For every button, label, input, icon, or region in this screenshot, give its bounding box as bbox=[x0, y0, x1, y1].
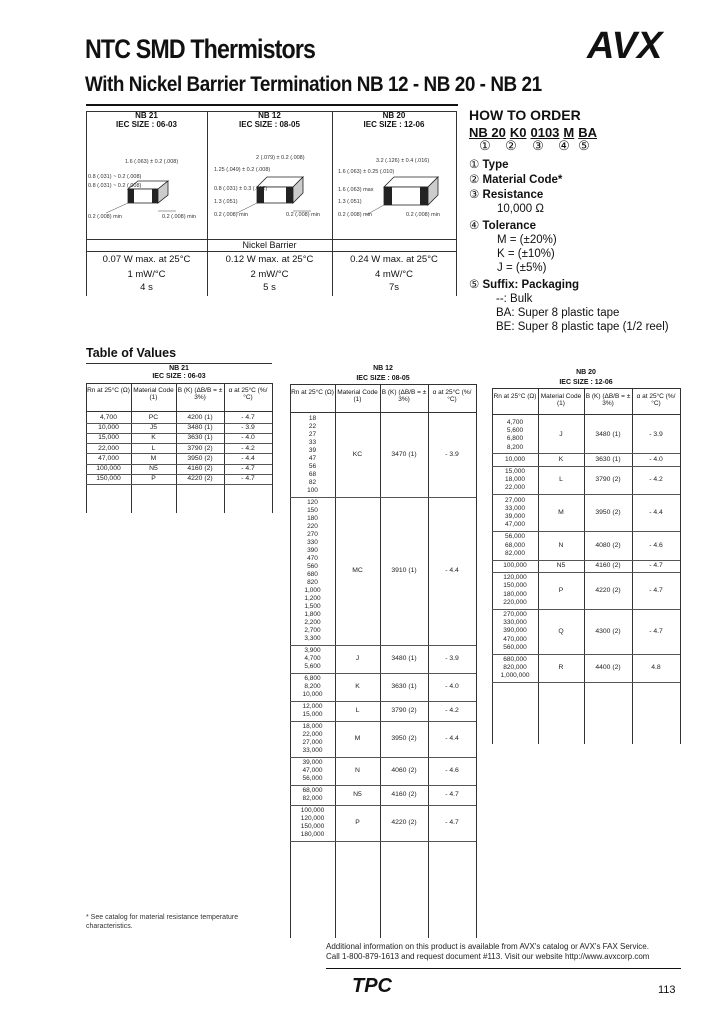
table-cell-alpha: - 4.7 bbox=[445, 791, 459, 798]
table-cell-rn: 180 bbox=[307, 515, 318, 522]
col-header-b: B (K) (ΔB/B = ± 3%) bbox=[585, 393, 631, 407]
table-cell-rn: 39 bbox=[308, 447, 317, 454]
table-cell-rn: 270,000 bbox=[503, 611, 527, 618]
table-cell-alpha: - 4.0 bbox=[649, 455, 663, 463]
code-part-suffix: BA bbox=[578, 125, 598, 140]
table-cell-rn: 180,000 bbox=[300, 831, 325, 838]
table-cell-rn: 47,000 bbox=[98, 454, 119, 462]
code-part-tolerance: M bbox=[563, 125, 575, 140]
table-cell-b: 3480 (1) bbox=[391, 655, 417, 662]
table-cell-rn: 470 bbox=[307, 555, 318, 562]
nb20-dim: 3.2 (.126) ± 0.4 (.016) bbox=[376, 158, 430, 164]
table-cell-alpha: - 4.7 bbox=[649, 562, 663, 570]
table-cell-rn: 220 bbox=[307, 523, 318, 530]
spec-col-name: NB 21 bbox=[135, 111, 158, 120]
how-to-order bbox=[469, 107, 709, 334]
tolerance-option: J = (±5%) bbox=[497, 262, 547, 274]
table-of-values-heading: Table of Values bbox=[86, 346, 177, 360]
footer-line: Additional information on this product is available from AVX's catalog or AVX's FAX Service. bbox=[326, 942, 649, 951]
table-cell-b: 3630 (1) bbox=[391, 683, 417, 690]
footer-rule bbox=[326, 968, 681, 969]
table-cell-alpha: - 4.7 bbox=[445, 819, 459, 826]
nb12-dim: 1.25 (.049) ± 0.2 (.008) bbox=[214, 167, 271, 173]
table-cell-rn: 820,000 bbox=[503, 664, 527, 672]
table-cell-b: 4160 (2) bbox=[391, 791, 417, 798]
table-cell-alpha: - 3.9 bbox=[649, 431, 663, 439]
table-cell-rn: 33 bbox=[308, 439, 317, 446]
table-cell-rn: 18,000 bbox=[505, 476, 525, 484]
table-cell-material: N bbox=[355, 767, 360, 774]
table-iec: IEC SIZE : 08-05 bbox=[356, 375, 410, 382]
table-cell-rn: 4,700 bbox=[506, 419, 524, 426]
nb12-power: 0.12 W max. at 25°C bbox=[225, 254, 314, 265]
table-cell-rn: 100,000 bbox=[503, 562, 527, 569]
table-cell-rn: 39,000 bbox=[302, 759, 323, 766]
order-item-type bbox=[469, 158, 709, 172]
table-cell-material: P bbox=[151, 475, 156, 483]
table-cell-rn: 330 bbox=[307, 539, 318, 546]
table-cell-material: J bbox=[355, 655, 360, 662]
table-cell-rn: 680 bbox=[307, 571, 318, 578]
table-cell-rn: 100,000 bbox=[96, 465, 121, 472]
order-item-material bbox=[469, 173, 709, 187]
table-cell-rn: 1,200 bbox=[304, 595, 321, 602]
table-cell-rn: 56,000 bbox=[302, 775, 323, 782]
col-header-material: Material Code (1) bbox=[540, 393, 582, 407]
nb21-dim: 0.2 (.008) min bbox=[162, 214, 196, 220]
row-divider bbox=[492, 494, 680, 495]
spec-col-iec: IEC SIZE : 06-03 bbox=[116, 120, 177, 129]
nb21-time: 4 s bbox=[140, 282, 153, 293]
table-cell-alpha: - 4.4 bbox=[649, 509, 663, 516]
item-num: ② bbox=[469, 174, 480, 186]
item-label: Resistance bbox=[482, 189, 544, 201]
table-cell-rn: 82,000 bbox=[505, 549, 525, 557]
table-cell-rn: 56 bbox=[308, 463, 317, 470]
table-cell-rn: 27 bbox=[308, 431, 317, 438]
table-cell-alpha: - 4.4 bbox=[445, 567, 459, 574]
nb20-values-table bbox=[492, 369, 680, 744]
col-header-material: Material Code (1) bbox=[133, 387, 174, 401]
table-iec: IEC SIZE : 06-03 bbox=[152, 373, 206, 380]
nickel-barrier-label: Nickel Barrier bbox=[242, 240, 297, 250]
table-cell-rn: 2,200 bbox=[304, 619, 321, 626]
table-cell-alpha: - 4.6 bbox=[445, 767, 459, 774]
spec-col-iec: IEC SIZE : 12-06 bbox=[363, 120, 425, 129]
table-cell-material: J5 bbox=[149, 424, 158, 432]
table-cell-rn: 1,500 bbox=[304, 603, 321, 610]
table-cell-rn: 820 bbox=[307, 579, 318, 586]
code-part-material: K0 bbox=[509, 125, 527, 140]
table-cell-b: 3950 (2) bbox=[391, 735, 417, 742]
nb12-dim: 0.8 (.031) ± 0.3 (.012) bbox=[214, 186, 268, 192]
table-cell-rn: 150 bbox=[307, 507, 318, 514]
row-divider bbox=[492, 466, 680, 467]
table-cell-rn: 10,000 bbox=[302, 691, 323, 698]
nb12-dim: 2 (.079) ± 0.2 (.008) bbox=[256, 155, 305, 161]
table-cell-alpha: - 4.7 bbox=[241, 475, 255, 483]
nb21-values-table bbox=[86, 363, 272, 513]
table-cell-material: N bbox=[558, 541, 564, 549]
table-cell-rn: 5,600 bbox=[506, 427, 524, 435]
table-cell-rn: 68 bbox=[308, 471, 317, 478]
table-cell-b: 3910 (1) bbox=[391, 567, 417, 574]
footnote: * See catalog for material resistance temperature characteristics. bbox=[86, 914, 239, 930]
nb20-dim: 0.2 (.008) min bbox=[406, 212, 440, 218]
tolerance-option: M = (±20%) bbox=[497, 234, 557, 246]
table-cell-alpha: - 4.0 bbox=[241, 434, 255, 442]
table-cell-rn: 150,000 bbox=[300, 823, 325, 830]
table-cell-rn: 270 bbox=[307, 531, 318, 538]
table-cell-material: K bbox=[151, 434, 156, 442]
table-cell-alpha: - 3.9 bbox=[241, 424, 255, 432]
nb20-dim: 0.2 (.008) min bbox=[338, 212, 372, 218]
table-cell-rn: 680,000 bbox=[503, 656, 527, 663]
item-num: ① bbox=[469, 159, 480, 171]
table-cell-rn: 27,000 bbox=[505, 496, 525, 504]
table-cell-rn: 18,000 bbox=[302, 723, 323, 730]
row-divider bbox=[290, 841, 476, 842]
table-cell-rn: 10,000 bbox=[98, 424, 119, 432]
table-cell-material: M bbox=[150, 454, 157, 462]
table-cell-rn: 180,000 bbox=[503, 590, 527, 598]
table-cell-rn: 33,000 bbox=[505, 504, 525, 512]
table-cell-rn: 56,000 bbox=[505, 533, 525, 541]
nb20-time: 7s bbox=[388, 282, 400, 293]
table-cell-rn: 100,000 bbox=[300, 807, 325, 814]
row-divider bbox=[290, 805, 476, 806]
footer-line: Call 1-800-879-1613 and request document #113. Visit our website http://www.avxcorp.com bbox=[326, 952, 650, 961]
table-cell-alpha: - 4.4 bbox=[241, 454, 255, 462]
order-item-suffix bbox=[469, 278, 709, 292]
page-title: NTC SMD Thermistors bbox=[85, 34, 316, 64]
code-num: ④ bbox=[558, 138, 570, 153]
table-iec: IEC SIZE : 12-06 bbox=[559, 379, 613, 386]
table-cell-rn: 120,000 bbox=[300, 815, 325, 822]
nb20-dim: 1.6 (.063) ± 0.25 (.010) bbox=[338, 169, 395, 175]
nb12-dim: 1.3 (.051) bbox=[214, 199, 238, 205]
table-cell-b: 3630 (1) bbox=[595, 455, 621, 463]
table-cell-rn: 4,700 bbox=[99, 414, 117, 421]
col-header-rn: Rn at 25°C (Ω) bbox=[87, 387, 130, 394]
nb21-dim: 0.8 (.031) ~ 0.2 (.008) bbox=[88, 174, 142, 180]
table-cell-rn: 4,700 bbox=[304, 655, 321, 662]
table-cell-rn: 6,800 bbox=[506, 435, 524, 443]
nb20-power: 0.24 W max. at 25°C bbox=[350, 254, 438, 265]
nb20-dissipation: 4 mW/°C bbox=[374, 269, 414, 280]
tpc-logo bbox=[350, 973, 418, 995]
table-cell-material: K bbox=[558, 455, 564, 463]
table-cell-b: 3790 (2) bbox=[391, 707, 417, 714]
order-item-tolerance bbox=[469, 219, 709, 233]
row-divider bbox=[492, 682, 680, 683]
table-cell-rn: 150,000 bbox=[503, 582, 527, 590]
footer-info bbox=[326, 942, 649, 962]
col-header-alpha: α at 25°C (%/°C) bbox=[228, 387, 268, 401]
row-divider bbox=[290, 673, 476, 674]
table-cell-alpha: - 4.2 bbox=[445, 707, 459, 714]
table-cell-rn: 22,000 bbox=[302, 731, 323, 738]
spec-table bbox=[86, 111, 456, 296]
table-cell-b: 4200 (1) bbox=[187, 414, 213, 421]
page-number: 113 bbox=[658, 984, 676, 996]
table-cell-material: N5 bbox=[353, 791, 362, 798]
table-cell-material: MC bbox=[352, 567, 363, 574]
table-cell-material: L bbox=[355, 707, 360, 714]
table-cell-material: N5 bbox=[149, 465, 158, 472]
table-cell-b: 4400 (2) bbox=[595, 664, 621, 672]
table-cell-alpha: - 4.4 bbox=[445, 735, 459, 742]
table-cell-alpha: 4.8 bbox=[651, 664, 661, 672]
table-cell-b: 4220 (2) bbox=[187, 475, 213, 483]
item-label: Tolerance bbox=[482, 220, 536, 232]
col-header-alpha: α at 25°C (%/°C) bbox=[636, 393, 676, 407]
table-cell-b: 4060 (2) bbox=[391, 767, 417, 774]
code-num: ① bbox=[479, 138, 491, 153]
table-cell-rn: 68,000 bbox=[505, 541, 525, 549]
table-cell-b: 3480 (1) bbox=[595, 431, 621, 439]
item-num: ④ bbox=[469, 220, 480, 232]
table-cell-rn: 3,300 bbox=[304, 635, 321, 642]
item-label: Material Code* bbox=[482, 174, 563, 186]
nb12-values-table bbox=[290, 363, 476, 938]
nb12-dim: 0.2 (.008) min bbox=[214, 212, 248, 218]
spec-col-name: NB 20 bbox=[382, 111, 406, 120]
table-cell-alpha: - 4.6 bbox=[649, 541, 663, 549]
table-cell-alpha: - 3.9 bbox=[445, 451, 459, 458]
table-name: NB 20 bbox=[576, 369, 596, 376]
logo-text: AVX bbox=[587, 25, 663, 64]
row-divider bbox=[492, 531, 680, 532]
table-cell-rn: 47,000 bbox=[302, 767, 323, 774]
table-cell-rn: 22 bbox=[308, 423, 317, 430]
col-header-b: B (K) (ΔB/B = ± 3%) bbox=[177, 387, 223, 401]
suffix-option: BA: Super 8 plastic tape bbox=[496, 307, 620, 319]
nb20-dim: 1.6 (.063) max bbox=[338, 187, 374, 193]
table-cell-rn: 1,000,000 bbox=[500, 672, 530, 680]
spec-col-name: NB 12 bbox=[258, 111, 281, 120]
table-cell-material: L bbox=[559, 476, 563, 484]
row-divider bbox=[290, 497, 476, 498]
table-cell-rn: 82 bbox=[308, 479, 317, 486]
nb12-dim: 0.2 (.008) min bbox=[286, 212, 320, 218]
table-cell-b: 3480 (1) bbox=[187, 424, 213, 432]
table-cell-rn: 120 bbox=[307, 499, 318, 506]
row-divider bbox=[290, 701, 476, 702]
row-divider bbox=[492, 609, 680, 610]
table-cell-b: 4160 (2) bbox=[595, 562, 621, 570]
table-cell-rn: 330,000 bbox=[503, 619, 527, 627]
order-item-resistance bbox=[469, 188, 709, 202]
nb21-dim: 0.8 (.031) ~ 0.2 (.008) bbox=[88, 183, 142, 189]
table-cell-rn: 3,900 bbox=[304, 647, 321, 654]
table-cell-alpha: - 4.7 bbox=[649, 627, 663, 635]
col-header-rn: Rn at 25°C (Ω) bbox=[291, 389, 334, 396]
table-cell-rn: 220,000 bbox=[503, 598, 527, 606]
order-code-numbers bbox=[469, 138, 709, 154]
table-cell-rn: 390,000 bbox=[503, 627, 527, 635]
table-cell-rn: 150,000 bbox=[96, 475, 121, 483]
table-cell-material: N5 bbox=[556, 562, 566, 570]
nb21-dissipation: 1 mW/°C bbox=[127, 269, 166, 280]
row-divider bbox=[492, 654, 680, 655]
spec-col-iec: IEC SIZE : 08-05 bbox=[239, 120, 300, 129]
table-cell-material: Q bbox=[558, 627, 564, 635]
table-cell-material: PC bbox=[148, 414, 159, 421]
table-cell-rn: 15,000 bbox=[505, 468, 525, 475]
suffix-option: BE: Super 8 plastic tape (1/2 reel) bbox=[496, 321, 669, 333]
item-label: Suffix: Packaging bbox=[482, 279, 580, 291]
table-cell-rn: 100 bbox=[307, 487, 318, 494]
table-cell-b: 3630 (1) bbox=[187, 434, 213, 442]
table-cell-material: L bbox=[151, 444, 156, 452]
table-cell-rn: 27,000 bbox=[302, 739, 323, 746]
table-cell-alpha: - 4.7 bbox=[241, 414, 255, 421]
table-cell-rn: 47 bbox=[308, 455, 317, 462]
table-cell-rn: 68,000 bbox=[302, 787, 323, 794]
tpc-logo-text: TPC bbox=[352, 975, 392, 995]
avx-logo bbox=[585, 24, 680, 64]
table-cell-rn: 1,800 bbox=[304, 611, 321, 618]
table-cell-b: 3950 (2) bbox=[187, 454, 213, 462]
table-cell-alpha: - 4.2 bbox=[649, 476, 663, 484]
table-name: NB 21 bbox=[169, 365, 189, 372]
nb12-dissipation: 2 mW/°C bbox=[250, 269, 289, 280]
table-cell-material: R bbox=[558, 664, 564, 672]
table-cell-alpha: - 4.7 bbox=[649, 586, 663, 594]
table-cell-rn: 8,200 bbox=[506, 443, 524, 451]
item-num: ③ bbox=[469, 189, 480, 201]
table-cell-rn: 82,000 bbox=[302, 795, 323, 802]
table-cell-rn: 470,000 bbox=[503, 635, 527, 643]
table-cell-b: 4160 (2) bbox=[187, 465, 213, 472]
col-header-alpha: α at 25°C (%/°C) bbox=[432, 389, 472, 403]
table-cell-rn: 10,000 bbox=[505, 455, 525, 463]
table-cell-rn: 22,000 bbox=[505, 484, 525, 492]
table-cell-rn: 22,000 bbox=[98, 444, 119, 452]
item-label: Type bbox=[482, 159, 509, 171]
code-part-type: NB 20 bbox=[469, 125, 506, 140]
table-cell-rn: 39,000 bbox=[505, 513, 525, 520]
row-divider bbox=[290, 721, 476, 722]
table-cell-rn: 15,000 bbox=[98, 434, 119, 442]
table-cell-material: M bbox=[558, 509, 564, 516]
col-header-rn: Rn at 25°C (Ω) bbox=[493, 393, 537, 400]
nb21-dim: 0.2 (.008) min bbox=[88, 214, 122, 220]
row-divider bbox=[492, 453, 680, 454]
table-cell-material: KC bbox=[352, 451, 363, 458]
code-num: ② bbox=[505, 138, 517, 153]
tolerance-option: K = (±10%) bbox=[497, 248, 555, 260]
table-cell-rn: 5,600 bbox=[304, 663, 321, 670]
resistance-detail: 10,000 Ω bbox=[497, 203, 544, 215]
table-cell-rn: 1,000 bbox=[304, 587, 321, 594]
code-num: ③ bbox=[532, 138, 544, 153]
table-cell-b: 3790 (2) bbox=[187, 444, 213, 452]
row-divider bbox=[492, 560, 680, 561]
suffix-option: --: Bulk bbox=[496, 293, 533, 305]
table-cell-b: 4300 (2) bbox=[595, 627, 621, 635]
table-cell-rn: 8,200 bbox=[304, 683, 321, 690]
table-cell-b: 3470 (1) bbox=[391, 451, 417, 458]
table-cell-b: 4080 (2) bbox=[595, 541, 621, 549]
table-cell-rn: 120,000 bbox=[503, 574, 527, 582]
how-to-order-heading: HOW TO ORDER bbox=[469, 107, 581, 123]
table-cell-b: 4220 (2) bbox=[391, 819, 417, 826]
table-cell-b: 4220 (2) bbox=[595, 586, 621, 594]
col-header-b: B (K) (ΔB/B = ± 3%) bbox=[381, 389, 427, 403]
table-cell-rn: 12,000 bbox=[302, 703, 323, 710]
table-cell-rn: 560 bbox=[307, 563, 318, 570]
table-cell-alpha: - 3.9 bbox=[445, 655, 459, 662]
table-cell-material: M bbox=[354, 735, 361, 742]
row-divider bbox=[290, 785, 476, 786]
table-cell-alpha: - 4.0 bbox=[445, 683, 459, 690]
item-num: ⑤ bbox=[469, 279, 480, 291]
row-divider bbox=[290, 757, 476, 758]
nb21-power: 0.07 W max. at 25°C bbox=[102, 254, 191, 265]
nb20-dim: 1.3 (.051) bbox=[338, 199, 362, 205]
table-cell-alpha: - 4.7 bbox=[241, 465, 255, 472]
table-cell-rn: 18 bbox=[308, 415, 317, 422]
table-cell-rn: 390 bbox=[307, 547, 318, 554]
table-cell-rn: 6,800 bbox=[304, 675, 321, 682]
table-cell-rn: 560,000 bbox=[503, 643, 527, 651]
table-cell-material: P bbox=[355, 819, 360, 826]
table-name: NB 12 bbox=[373, 365, 393, 372]
row-divider bbox=[290, 645, 476, 646]
table-cell-material: K bbox=[355, 683, 360, 690]
row-divider bbox=[492, 572, 680, 573]
nb12-time: 5 s bbox=[263, 282, 276, 293]
table-cell-b: 3950 (2) bbox=[595, 509, 621, 516]
table-cell-rn: 47,000 bbox=[505, 521, 525, 529]
table-cell-material: J bbox=[559, 431, 563, 439]
table-cell-alpha: - 4.2 bbox=[241, 444, 255, 452]
page-subtitle: With Nickel Barrier Termination NB 12 - NB 20 - NB 21 bbox=[85, 73, 542, 96]
table-cell-material: P bbox=[558, 586, 564, 594]
col-header-material: Material Code (1) bbox=[337, 389, 378, 403]
table-cell-rn: 15,000 bbox=[302, 711, 323, 718]
row-divider bbox=[86, 484, 272, 485]
code-num: ⑤ bbox=[578, 138, 590, 153]
table-cell-rn: 2,700 bbox=[304, 627, 321, 634]
table-cell-b: 3790 (2) bbox=[595, 476, 621, 484]
nb21-dim: 1.6 (.063) ± 0.2 (.008) bbox=[125, 159, 179, 165]
table-cell-rn: 33,000 bbox=[302, 747, 323, 754]
code-part-resistance: 0103 bbox=[530, 125, 560, 140]
header-rule bbox=[86, 104, 458, 106]
